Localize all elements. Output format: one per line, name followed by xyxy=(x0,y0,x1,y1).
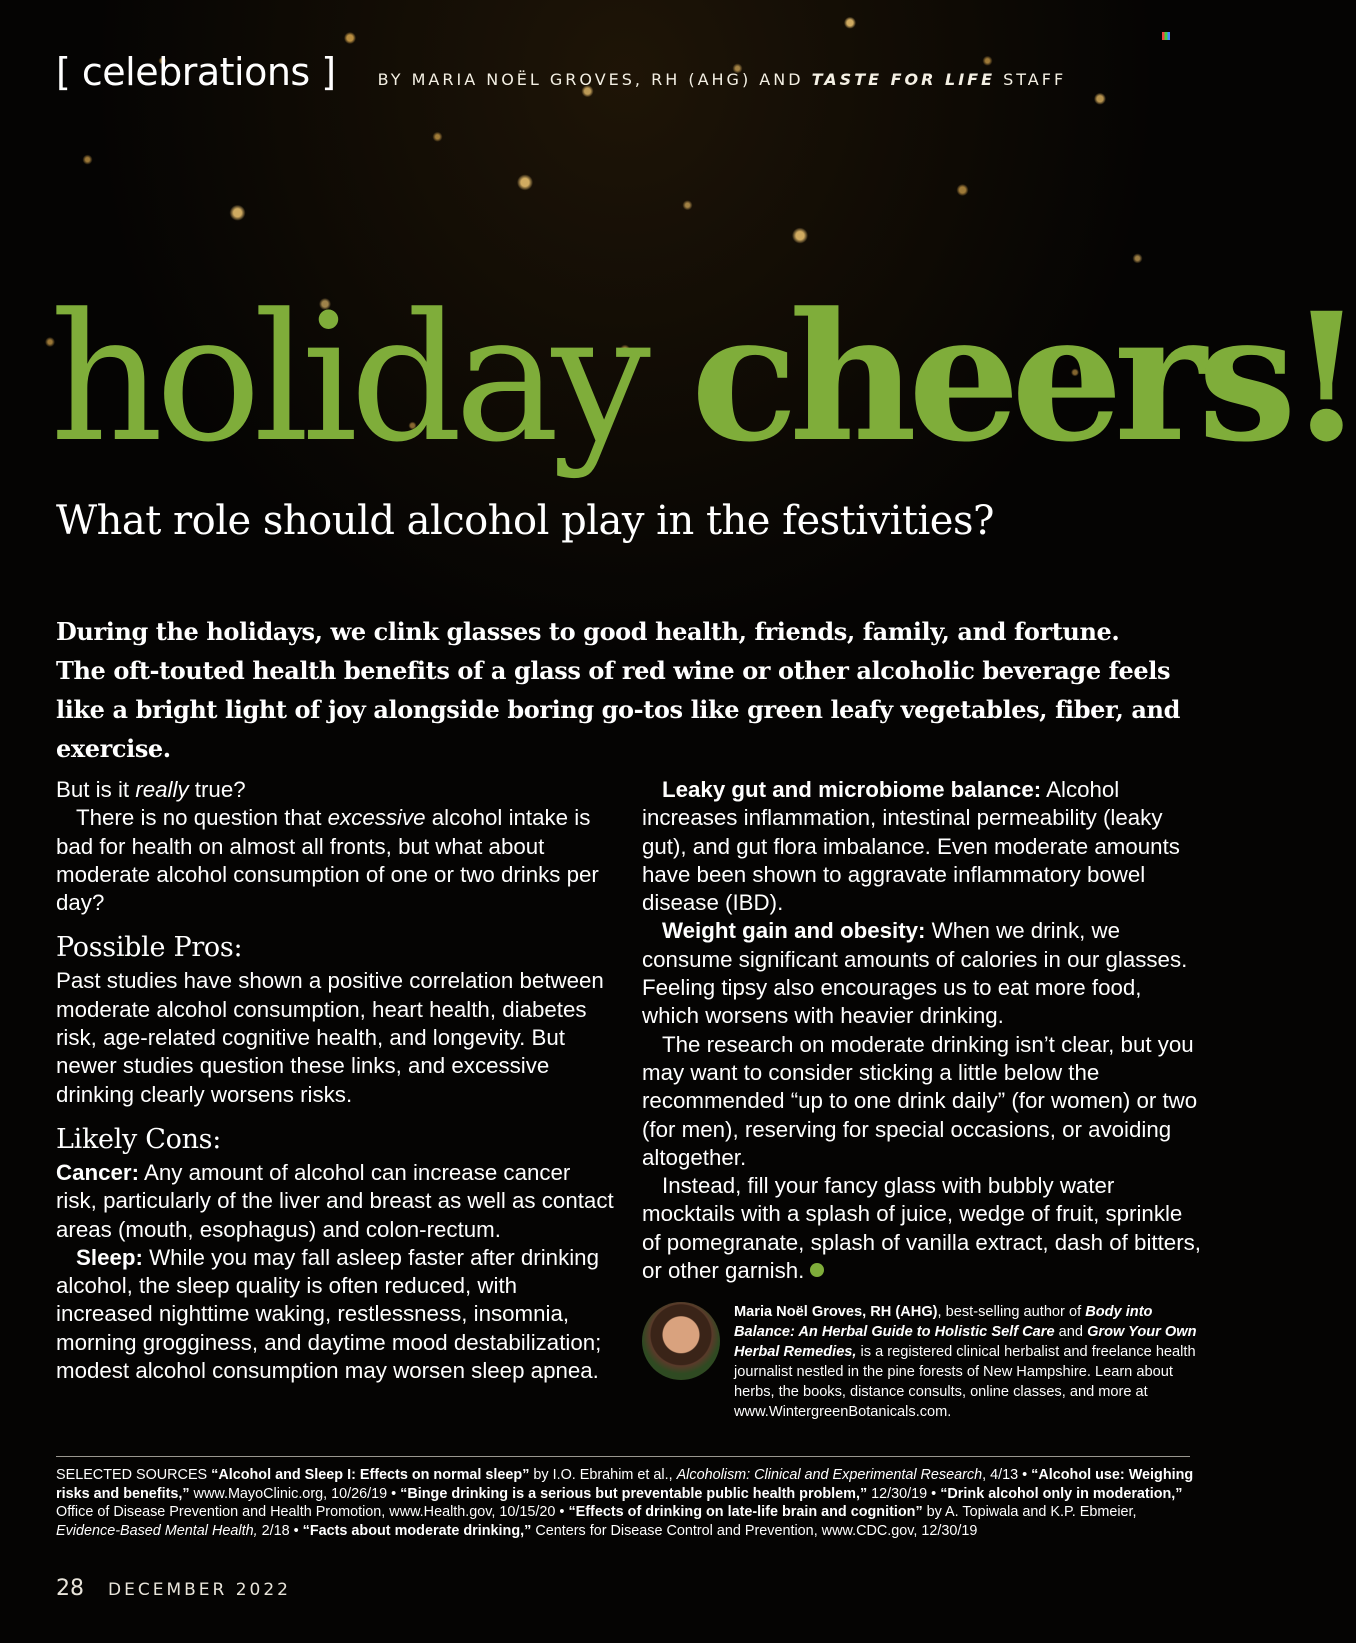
article-subtitle: What role should alcohol play in the festivities? xyxy=(56,498,994,544)
source-6-title: “Facts about moderate drinking,” xyxy=(302,1522,532,1539)
title-light: holiday xyxy=(50,276,643,481)
byline-prefix: BY MARIA NOËL GROVES, RH (AHG) AND xyxy=(377,70,812,89)
weight-paragraph xyxy=(642,917,1202,1030)
sleep-paragraph xyxy=(56,1244,616,1385)
moderation-emphasis: excessive xyxy=(327,805,426,831)
article-header xyxy=(56,50,1206,100)
source-4-title: “Drink alcohol only in moderation,” xyxy=(940,1485,1183,1502)
question-prefix: But is it xyxy=(56,777,136,802)
question-emphasis: really xyxy=(135,777,189,802)
intro-line-2: The oft-touted health benefits of a glass of red wine or other alcoholic beverage feels like a bright light of joy alongside boring go-tos like green leafy vegetables, fiber, and exercise. xyxy=(56,656,1180,763)
left-column xyxy=(56,776,616,1385)
pros-heading: Possible Pros: xyxy=(56,932,243,964)
question-suffix: true? xyxy=(188,777,246,802)
intro-deck xyxy=(56,612,1216,768)
source-3-title: “Binge drinking is a serious but preventable public health problem,” xyxy=(400,1485,868,1502)
source-1-journal: Alcoholism: Clinical and Experimental Research xyxy=(676,1467,983,1483)
sources-divider xyxy=(56,1456,1190,1457)
intro-line-1: During the holidays, we clink glasses to good health, friends, family, and fortune. xyxy=(56,617,1120,646)
source-5-journal: Evidence-Based Mental Health, xyxy=(56,1522,258,1539)
cancer-label: Cancer: xyxy=(56,1159,140,1185)
instead-text: Instead, fill your fancy glass with bubbly water mocktails with a splash of juice, wedge of fruit, sprinkle of pomegranate, splash of vanilla extract, dash of bitters, or other garnish. xyxy=(642,1173,1201,1284)
cancer-text: Any amount of alcohol can increase cancer risk, particularly of the liver and breast as well as contact areas (mouth, esophagus) and colon-rectum. xyxy=(56,1159,614,1242)
bio-text-1: , best-selling author of xyxy=(937,1304,1086,1320)
cons-heading: Likely Cons: xyxy=(56,1123,222,1155)
page-number: 28 xyxy=(56,1576,84,1601)
byline xyxy=(378,70,1067,89)
selected-sources xyxy=(56,1466,1196,1540)
source-5-date: 2/18 • xyxy=(257,1522,303,1539)
end-mark-icon xyxy=(810,1263,824,1277)
right-column xyxy=(642,776,1202,1285)
bio-name: Maria Noël Groves, RH (AHG) xyxy=(734,1304,938,1320)
title-bold: cheers! xyxy=(690,274,1356,481)
gut-label: Leaky gut and microbiome balance: xyxy=(662,777,1042,802)
source-3-details: 12/30/19 • xyxy=(867,1485,941,1502)
article-title xyxy=(50,274,1356,481)
bio-text-3: is a registered clinical herbalist and freelance health journalist nestled in the pine forests of New Hampshire. Learn about herbs, the books, distance consults, online classes, and more at www.WintergreenBotanicals.com. xyxy=(734,1344,1196,1420)
question-paragraph xyxy=(56,776,616,804)
research-paragraph: The research on moderate drinking isn’t clear, but you may want to consider sticking a little below the recommended “up to one drink daily” (for women) or two (for men), reserving for special occasions, or avoiding altogether. xyxy=(642,1031,1198,1170)
source-1-title: “Alcohol and Sleep I: Effects on normal sleep” xyxy=(211,1467,530,1483)
source-5-title: “Effects of drinking on late-life brain and cognition” xyxy=(568,1504,923,1521)
sleep-label: Sleep: xyxy=(76,1244,143,1270)
moderation-prefix: There is no question that xyxy=(76,805,328,831)
weight-label: Weight gain and obesity: xyxy=(662,918,926,944)
moderation-paragraph xyxy=(56,804,616,917)
byline-publication: TASTE FOR LIFE xyxy=(811,70,996,89)
author-bio xyxy=(642,1302,1212,1422)
source-2-title: “Alcohol use: Weighing risks and benefits,” xyxy=(56,1467,1194,1502)
pros-paragraph: Past studies have shown a positive correlation between moderate alcohol consumption, heart health, diabetes risk, age-related cognitive health, and longevity. But newer studies question these links, and excessive drinking clearly worsens risks. xyxy=(56,968,604,1107)
color-registration-mark xyxy=(1162,32,1170,40)
bio-book-1: Body into Balance: An Herbal Guide to Holistic Self Care xyxy=(734,1304,1153,1340)
moderation-suffix: alcohol intake is bad for health on almost all fronts, but what about moderate alcohol consumption of one or two drinks per day? xyxy=(56,805,599,916)
source-1-date: , 4/13 • xyxy=(982,1467,1032,1483)
bio-book-2: Grow Your Own Herbal Remedies, xyxy=(734,1324,1197,1360)
page-footer xyxy=(56,1576,291,1601)
weight-text: When we drink, we consume significant amounts of calories in our glasses. Feeling tipsy also encourages us to eat more food, which worsens with heavier drinking. xyxy=(642,918,1188,1029)
sources-label: SELECTED SOURCES xyxy=(56,1467,212,1483)
sleep-text: While you may fall asleep faster after drinking alcohol, the sleep quality is often reduced, with increased nighttime waking, restlessness, insomnia, morning grogginess, and daytime mood destabilization; modest alcohol consumption may worsen sleep apnea. xyxy=(56,1244,602,1384)
bio-text-2: and xyxy=(1054,1324,1088,1340)
gut-text: Alcohol increases inflammation, intestinal permeability (leaky gut), and gut flora imbalance. Even moderate amounts have been shown to aggravate inflammatory bowel disease (IBD). xyxy=(642,777,1180,916)
source-6-details: Centers for Disease Control and Prevention, www.CDC.gov, 12/30/19 xyxy=(531,1522,978,1539)
instead-paragraph xyxy=(642,1172,1202,1285)
bio-text xyxy=(734,1302,1212,1422)
section-tag: [ celebrations ] xyxy=(56,50,336,94)
author-photo xyxy=(642,1302,720,1380)
source-1-author: by I.O. Ebrahim et al., xyxy=(529,1467,677,1483)
gut-paragraph xyxy=(642,776,1202,917)
issue-date: DECEMBER 2022 xyxy=(108,1580,291,1600)
source-4-details: Office of Disease Prevention and Health Promotion, www.Health.gov, 10/15/20 • xyxy=(56,1504,569,1521)
cancer-paragraph xyxy=(56,1159,616,1244)
byline-suffix: STAFF xyxy=(995,70,1067,89)
source-2-details: www.MayoClinic.org, 10/26/19 • xyxy=(189,1485,401,1502)
source-5-author: by A. Topiwala and K.P. Ebmeier, xyxy=(922,1504,1137,1521)
